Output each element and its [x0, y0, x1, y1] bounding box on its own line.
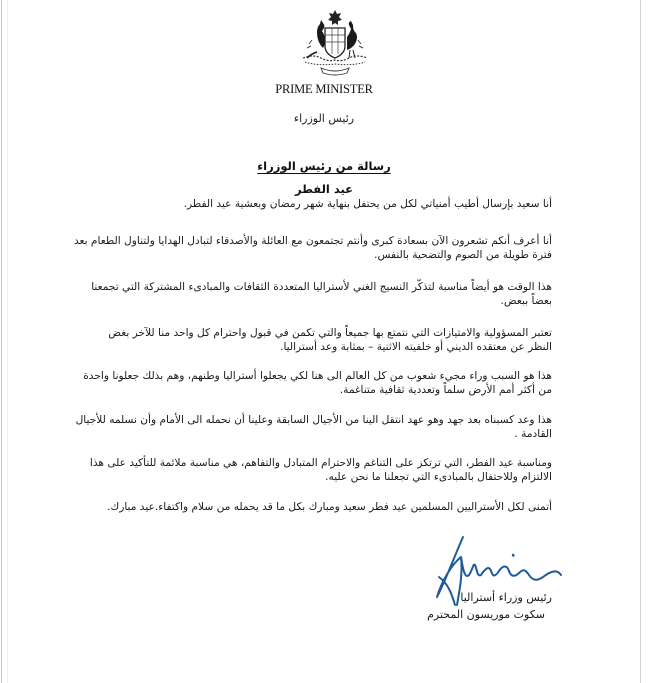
paragraph-line: بعضاً ببعض. [500, 295, 552, 307]
paragraph-line: الالتزام وللاحتفال بالمبادىء التي تجعلنا ما نحن عليه. [325, 471, 552, 483]
paragraph-1 [132, 197, 552, 211]
paragraph-line: أنا أعرف أنكم تشعرون الآن بسعادة كبرى وأنتم تجتمعون مع العائلة والأصدقاء لتبادل الهدايا ولتناول الطعام بعد [73, 235, 552, 247]
signatory-title: رئيس وزراء أستراليا [460, 591, 552, 604]
paragraph-line: أنا سعيد بإرسال أطيب أمنياتي لكل من يحتفل بنهاية شهر رمضان وبعشية عيد الفطر. [183, 198, 552, 210]
paragraph-line: ومناسبة عيد الفطر، التي ترتكز على التناغم والاحترام المتبادل والتفاهم، هي مناسبة ملائمة للتأكيد على هذا [89, 457, 552, 469]
page-edge-left [1, 0, 2, 683]
paragraph-line: القادمة . [514, 428, 552, 440]
letterhead-title: PRIME MINISTER [275, 82, 373, 96]
paragraph-6 [75, 413, 552, 441]
paragraph-line: من أكثر أمم الأرض سلماً وتعددية ثقافية متناغمة. [339, 384, 552, 396]
paragraph-line: هذا هو السبب وراء مجيء شعوب من كل العالم الى هنا لكي يجعلوا أستراليا وطنهم، وهم بذلك جعلونا واحدة [83, 370, 552, 382]
paragraph-5 [83, 369, 552, 397]
paragraph-line: هذا وعد كسبناه بعد جهد وهو عهد انتقل الينا من الأجيال السابقة وعلينا أن نحمله الى الأمام وأن نسلمه للأجيال [75, 414, 552, 426]
page-edge-right [640, 0, 641, 683]
paragraph-line: هذا الوقت هو أيضاً مناسبة لتذكّر النسيج الغني لأستراليا المتعددة الثقافات والمبادىء المشتركة التي تجمعنا [91, 281, 552, 293]
letterhead-title-arabic: رئيس الوزراء [293, 112, 355, 125]
coat-of-arms-icon [295, 8, 375, 80]
paragraph-4 [108, 326, 552, 354]
letter-heading [0, 155, 648, 174]
paragraph-2 [73, 234, 552, 262]
letter-heading-text: رسالة من رئيس الوزراء [257, 159, 391, 173]
paragraph-7 [89, 456, 552, 484]
letter-subheading: عيد الفطر [294, 182, 354, 196]
paragraph-line: أتمنى لكل الأستراليين المسلمين عيد فطر سعيد ومبارك بكل ما قد يحمله من سلام واكتفاء.عيد مبارك. [107, 501, 552, 513]
page-margin-line [7, 0, 8, 683]
paragraph-line: فترة طويلة من الصوم والتضحية بالنفس. [374, 249, 552, 261]
paragraph-line: تعتبر المسؤولية والامتيازات التي نتمتع بها جميعاً والتي تكمن في قبول واحترام كل واحد منا للآخر بغض [108, 327, 552, 339]
paragraph-3 [91, 280, 552, 308]
signatory-name: سكوت موريسون المحترم [427, 608, 545, 621]
paragraph-8 [107, 500, 552, 514]
paragraph-line: النظر عن معتقده الديني أو خلفيته الاثنية – بمثابة وعد أستراليا. [280, 341, 552, 353]
